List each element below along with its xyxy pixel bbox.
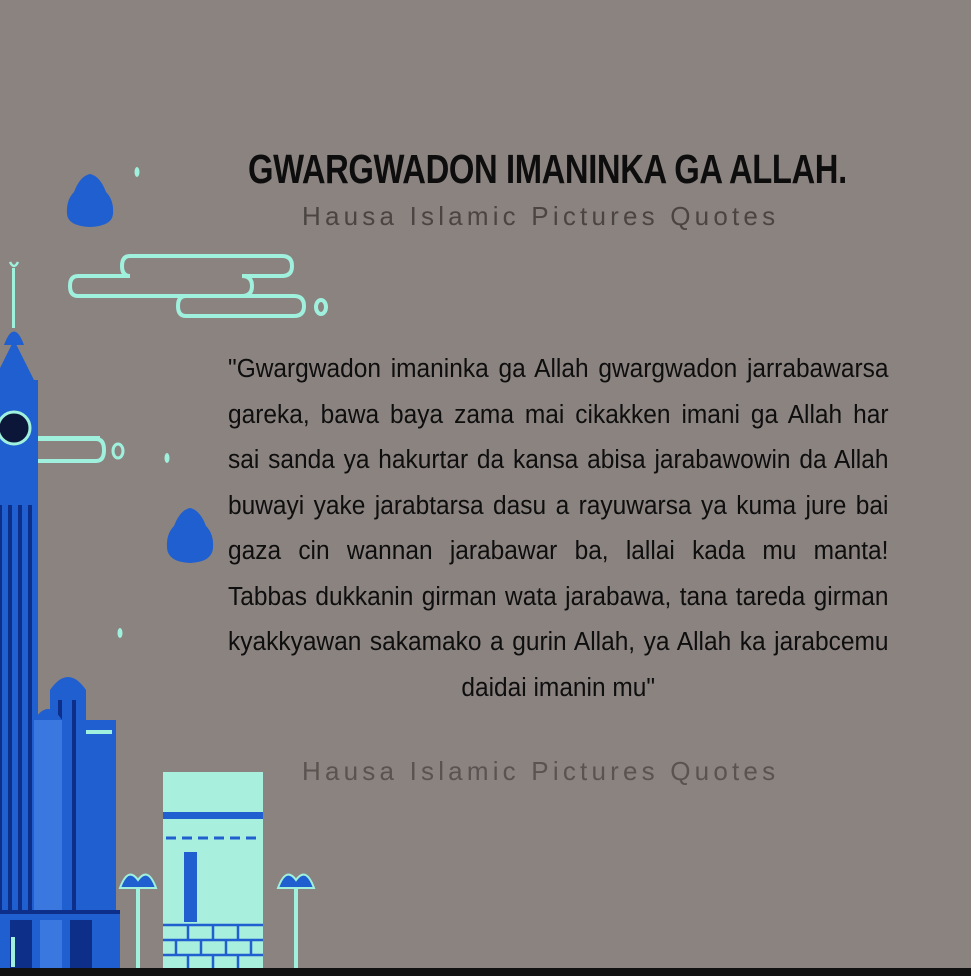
street-lamp xyxy=(278,875,314,970)
page-title: GWARGWADON IMANINKA GA ALLAH. xyxy=(248,146,847,192)
watermark-bottom: Hausa Islamic Pictures Quotes xyxy=(302,756,780,786)
watermark-top: Hausa Islamic Pictures Quotes xyxy=(302,201,780,231)
cloud-icon xyxy=(70,256,326,316)
drop-icon xyxy=(167,508,213,563)
decorative-dots xyxy=(118,167,170,638)
street-lamp xyxy=(120,875,156,970)
drop-icon xyxy=(67,174,113,227)
bottom-edge xyxy=(0,968,971,976)
kaaba xyxy=(163,772,263,970)
quote-text: "Gwargwadon imaninka ga Allah gwargwadon jarrabawarsa gareka, bawa baya zama mai cikakken imani ga Allah har sai sanda ya hakurtar da kansa abisa jarabawowin da Allah buwayi yake jarabtarsa dasu a rayuwarsa ya kuma jure bai gaza cin wannan jarabawar ba, lallai kada mu manta! Tabbas dukkanin girman wata jarabawa, tana tareda girman kyakkyawan sakamako a gurin Allah, ya Allah ka jarabcemu daidai imanin mu" xyxy=(228,355,889,702)
